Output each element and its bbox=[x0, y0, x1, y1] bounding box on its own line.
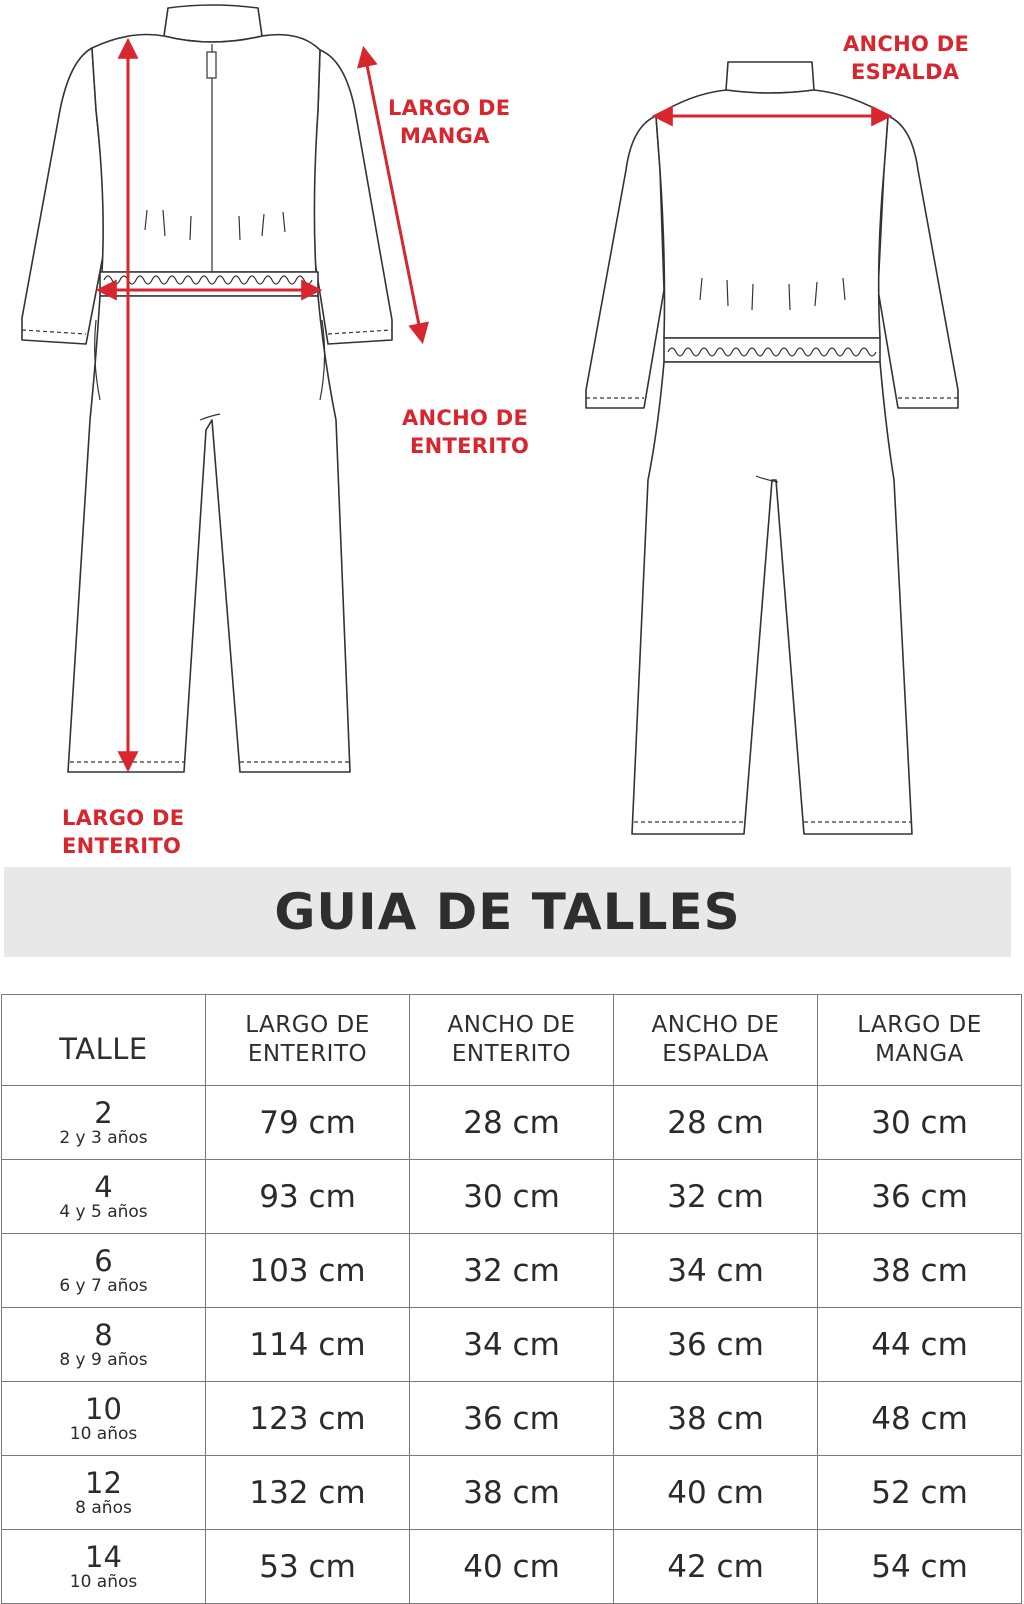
largo-manga-cell: 30 cm bbox=[818, 1086, 1022, 1160]
table-header-row bbox=[2, 995, 1022, 1086]
table-row bbox=[2, 1456, 1022, 1530]
largo-enterito-cell: 123 cm bbox=[206, 1382, 410, 1456]
ancho-espalda-cell: 42 cm bbox=[614, 1530, 818, 1604]
header-talle: TALLE bbox=[2, 995, 206, 1086]
largo-enterito-cell: 93 cm bbox=[206, 1160, 410, 1234]
label-ancho-enterito: ANCHO DE ENTERITO bbox=[402, 406, 530, 458]
size-cell: 8 8 y 9 años bbox=[2, 1308, 206, 1382]
table-row bbox=[2, 1086, 1022, 1160]
size-table bbox=[1, 994, 1022, 1604]
largo-manga-cell: 44 cm bbox=[818, 1308, 1022, 1382]
ancho-espalda-cell: 34 cm bbox=[614, 1234, 818, 1308]
back-view-garment bbox=[586, 62, 958, 834]
front-view-garment bbox=[22, 5, 392, 772]
largo-enterito-cell: 79 cm bbox=[206, 1086, 410, 1160]
ancho-enterito-cell: 34 cm bbox=[410, 1308, 614, 1382]
table-row bbox=[2, 1308, 1022, 1382]
largo-enterito-cell: 53 cm bbox=[206, 1530, 410, 1604]
table-row bbox=[2, 1382, 1022, 1456]
largo-manga-cell: 36 cm bbox=[818, 1160, 1022, 1234]
page-title: GUIA DE TALLES bbox=[274, 883, 741, 941]
largo-enterito-cell: 103 cm bbox=[206, 1234, 410, 1308]
largo-manga-cell: 54 cm bbox=[818, 1530, 1022, 1604]
label-ancho-espalda: ANCHO DE ESPALDA bbox=[843, 32, 970, 84]
ancho-espalda-cell: 38 cm bbox=[614, 1382, 818, 1456]
header-largo-manga: LARGO DE MANGA bbox=[818, 995, 1022, 1086]
ancho-enterito-cell: 40 cm bbox=[410, 1530, 614, 1604]
title-banner bbox=[4, 867, 1011, 957]
ancho-enterito-cell: 38 cm bbox=[410, 1456, 614, 1530]
size-cell: 10 10 años bbox=[2, 1382, 206, 1456]
ancho-espalda-cell: 40 cm bbox=[614, 1456, 818, 1530]
table-row bbox=[2, 1160, 1022, 1234]
largo-enterito-cell: 132 cm bbox=[206, 1456, 410, 1530]
largo-manga-cell: 38 cm bbox=[818, 1234, 1022, 1308]
largo-enterito-cell: 114 cm bbox=[206, 1308, 410, 1382]
ancho-enterito-cell: 28 cm bbox=[410, 1086, 614, 1160]
header-largo-enterito: LARGO DE ENTERITO bbox=[206, 995, 410, 1086]
header-ancho-espalda: ANCHO DE ESPALDA bbox=[614, 995, 818, 1086]
table-row bbox=[2, 1234, 1022, 1308]
table-row bbox=[2, 1530, 1022, 1604]
size-cell: 14 10 años bbox=[2, 1530, 206, 1604]
largo-manga-cell: 48 cm bbox=[818, 1382, 1022, 1456]
ancho-espalda-cell: 28 cm bbox=[614, 1086, 818, 1160]
header-ancho-enterito: ANCHO DE ENTERITO bbox=[410, 995, 614, 1086]
size-cell: 4 4 y 5 años bbox=[2, 1160, 206, 1234]
ancho-espalda-cell: 36 cm bbox=[614, 1308, 818, 1382]
ancho-enterito-cell: 36 cm bbox=[410, 1382, 614, 1456]
size-cell: 2 2 y 3 años bbox=[2, 1086, 206, 1160]
largo-manga-cell: 52 cm bbox=[818, 1456, 1022, 1530]
size-cell: 12 8 años bbox=[2, 1456, 206, 1530]
ancho-enterito-cell: 32 cm bbox=[410, 1234, 614, 1308]
ancho-enterito-cell: 30 cm bbox=[410, 1160, 614, 1234]
size-cell: 6 6 y 7 años bbox=[2, 1234, 206, 1308]
label-largo-manga: LARGO DE MANGA bbox=[388, 96, 511, 148]
ancho-espalda-cell: 32 cm bbox=[614, 1160, 818, 1234]
label-largo-enterito: LARGO DE ENTERITO bbox=[62, 806, 185, 858]
